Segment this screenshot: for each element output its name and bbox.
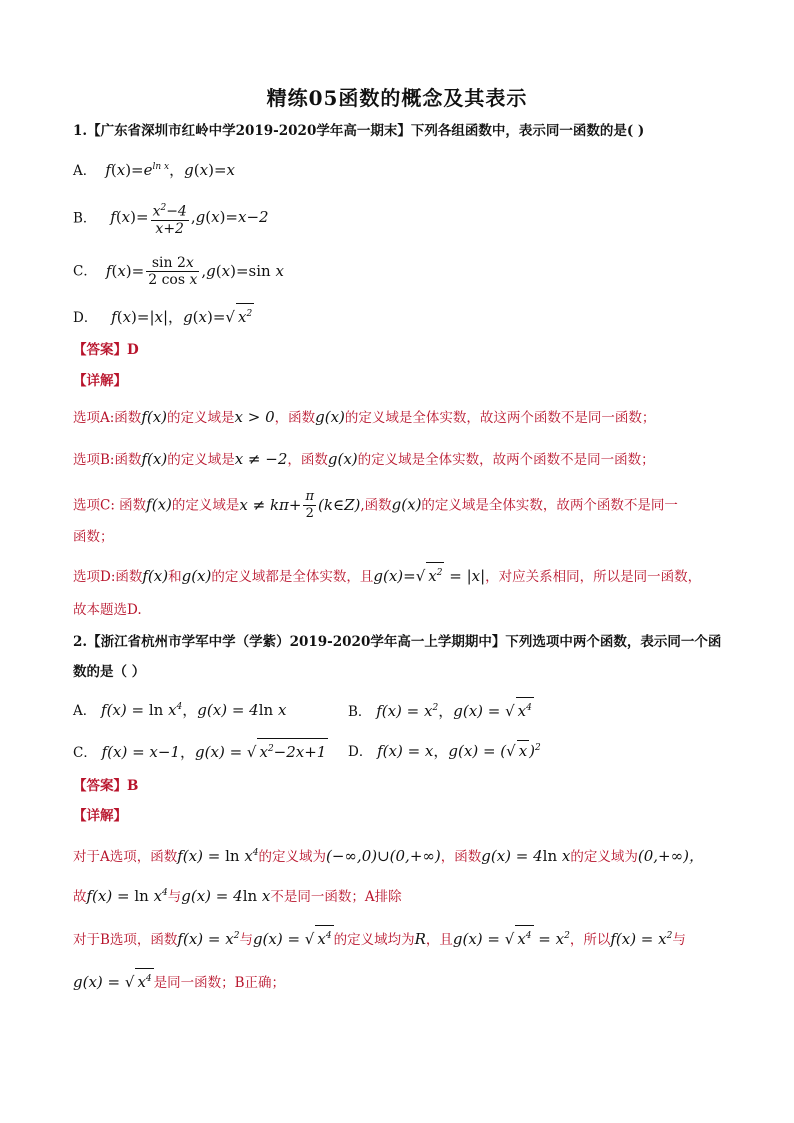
q2-detail-a-cont: 故$f(x) = \ln x^4$与g(x) = 4ln x不是同一函数；A排除 <box>73 887 402 905</box>
q1-option-b-formula: f(x)= $\frac{x^2-4}{x+2}$ ,g(x)=x−2 <box>101 208 269 226</box>
question-2-stem-line1: 2.【浙江省杭州市学军中学（学紫）2019-2020学年高一上学期期中】下列选项中两个函数，表示同一个函 <box>73 634 722 650</box>
q1-detail-c-cont: 函数； <box>73 529 114 545</box>
q1-option-d: D． f(x)=|x|，g(x)=√ $x^2$ <box>73 303 254 328</box>
q2-options-row2: C． f(x) = x−1，g(x) = √ $x^2-2x+1$ <box>73 738 328 763</box>
q2-detail-a: 对于A选项，函数$f(x) = \ln x^4$的定义域为(−∞,0)∪(0,+∞)，函数g(x) = 4ln x的定义域为(0,+∞)， <box>73 847 704 865</box>
q1-option-a-formula: $f(x)=e^{ln x}$，g(x)=x <box>100 161 235 179</box>
q1-option-d-formula: f(x)=|x|，g(x)=√ $x^2$ <box>102 308 255 326</box>
q1-option-c-formula: f(x)= $\frac{\sin 2x}{\text{2 cos x}}$ ,g(x)=sin x <box>101 255 284 288</box>
q1-option-c: C． f(x)= $\frac{\sin 2x}{\text{2 cos x}}$ ,g(x)=sin x <box>73 255 284 288</box>
q2-option-d: D． f(x) = x，g(x) = (√ x )$^2$ <box>348 742 541 760</box>
q1-detail-heading: 【详解】 <box>73 373 127 389</box>
question-2-stem-line2: 数的是（ ） <box>73 664 146 680</box>
question-1-stem: 1.【广东省深圳市红岭中学2019-2020学年高一期末】下列各组函数中，表示同一函数的是( ) <box>73 123 645 139</box>
q2-option-b: B． $f(x) = x^2$，g(x) = √ $x^4$ <box>348 697 534 722</box>
q2-options-row1: A． $f(x) = \ln x^4$，g(x) = 4ln x <box>73 701 287 719</box>
q1-detail-a: 选项A:函数f(x)的定义域是x > 0，函数g(x)的定义域是全体实数，故这两个函数不是同一函数； <box>73 408 656 426</box>
q2-detail-b-cont: g(x) = √ $x^4$ 是同一函数；B正确； <box>73 968 285 993</box>
q1-detail-b: 选项B:函数f(x)的定义域是x ≠ −2，函数g(x)的定义域是全体实数，故两个函数不是同一函数； <box>73 450 655 468</box>
q1-detail-c: 选项C: 函数f(x)的定义域是x ≠ kπ+ $\frac{\pi}{2}$ (k∈Z),函数g(x)的定义域是全体实数，故两个函数不是同一 <box>73 489 678 521</box>
q1-detail-d: 选项D:函数f(x)和g(x)的定义域都是全体实数，且g(x)=√ $x^2 = |x|$，对应关系相同，所以是同一函数， <box>73 562 701 587</box>
q1-detail-d-cont: 故本题选D. <box>73 602 142 618</box>
q2-answer: 【答案】B <box>73 778 139 794</box>
page-title: 精练05函数的概念及其表示 <box>266 86 528 110</box>
q1-answer: 【答案】D <box>73 342 139 358</box>
q1-option-b: B． f(x)= $\frac{x^2-4}{x+2}$ ,g(x)=x−2 <box>73 200 269 237</box>
q1-option-a: A． $f(x)=e^{ln x}$，g(x)=x <box>73 161 235 179</box>
q2-detail-heading: 【详解】 <box>73 808 127 824</box>
q2-detail-b: 对于B选项，函数$f(x) = x^2$与g(x) = √ $x^4$ 的定义域均为R，且g(x) = √ $x^4 = x^2$，所以$f(x) = x^2$与 <box>73 925 686 950</box>
